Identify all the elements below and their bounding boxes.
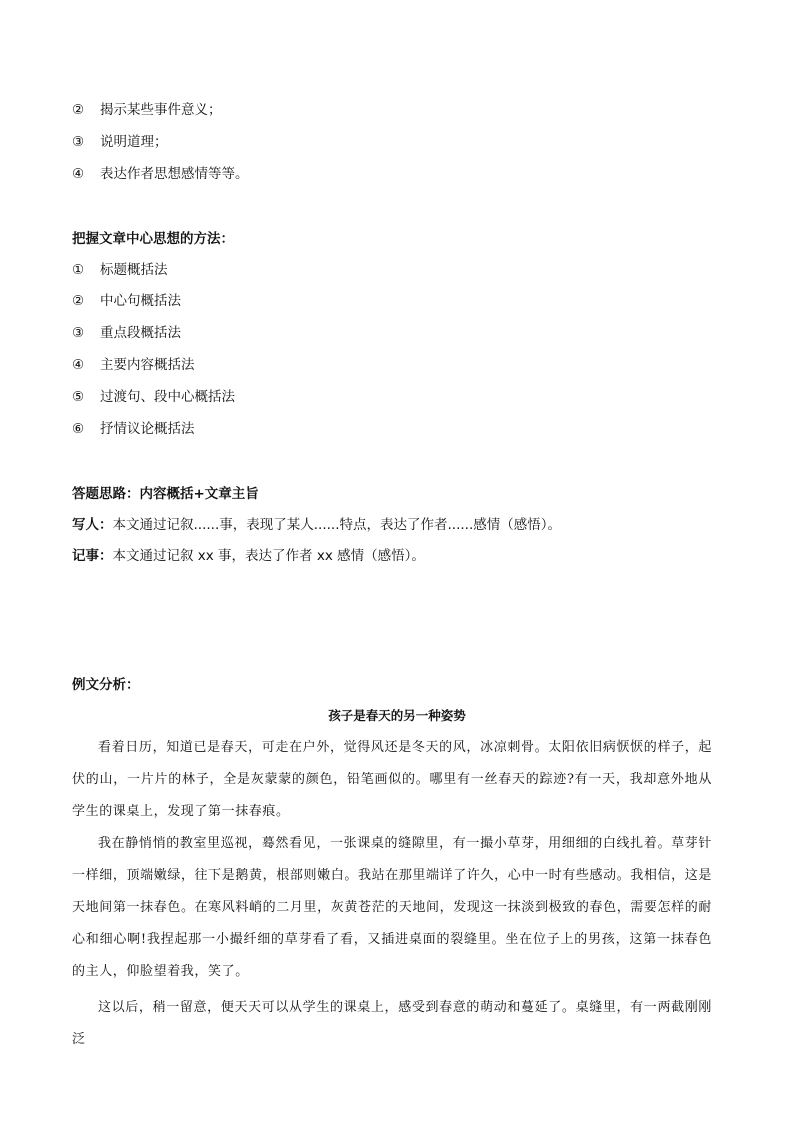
answer-person (72, 516, 561, 534)
article-title: 孩子是春天的另一种姿势 (328, 708, 466, 723)
list-item (72, 292, 181, 310)
list-item-number: ③ (72, 134, 85, 150)
list-item-number: ⑥ (72, 421, 85, 437)
list-item-text: 标题概括法 (100, 262, 168, 278)
list-item-number: ④ (72, 166, 85, 182)
list-item (72, 101, 222, 119)
list-item (72, 165, 249, 183)
list-item-text: 说明道理； (100, 134, 168, 150)
answer-event (72, 547, 425, 565)
list-item-number: ④ (72, 357, 85, 373)
article-paragraph: 这以后，稍一留意，便天天可以从学生的课桌上，感受到春意的萌动和蔓延了。桌缝里，有一两截刚刚泛 (72, 1000, 712, 1047)
article-paragraph: 我在静悄悄的教室里巡视，蓦然看见，一张课桌的缝隙里，有一撮小草芽，用细细的白线扎着。草芽针一样细，顶端嫩绿，往下是鹅黄，根部则嫩白。我站在那里端详了许久，心中一时有些感动。我相信，这是天地间第一抹春色。在寒风料峭的二月里，灰黄苍茫的天地间，发现这一抹淡到极致的春色，需要怎样的耐心和细心啊!我捏起那一小撮纤细的草芽看了看，又插进桌面的裂缝里。坐在位子上的男孩，这第一抹春色的主人，仰脸望着我，笑了。 (72, 836, 712, 979)
list-item-number: ① (72, 262, 85, 278)
list-item-text: 主要内容概括法 (100, 357, 195, 373)
answer-person-label: 写人： (72, 517, 113, 533)
list-item-text: 表达作者思想感情等等。 (100, 166, 249, 182)
list-item-number: ② (72, 293, 85, 309)
list-item-text: 重点段概括法 (100, 325, 181, 341)
example-heading: 例文分析： (72, 677, 140, 693)
list-item-text: 抒情议论概括法 (100, 421, 195, 437)
list-item-number: ② (72, 102, 85, 118)
answer-event-label: 记事： (72, 548, 113, 564)
list-item (72, 324, 181, 342)
list-item-number: ⑤ (72, 389, 85, 405)
list-item (72, 133, 168, 151)
list-item (72, 356, 195, 374)
article-paragraph: 看着日历，知道已是春天，可走在户外，觉得风还是冬天的风，冰凉刺骨。太阳依旧病恹恹的样子，起伏的山，一片片的林子，全是灰蒙蒙的颜色，铅笔画似的。哪里有一丝春天的踪迹?有一天，我却意外地从学生的课桌上，发现了第一抹春痕。 (72, 740, 712, 819)
list-item (72, 420, 195, 438)
list-item-text: 中心句概括法 (100, 293, 181, 309)
list-item (72, 388, 235, 406)
methods-heading: 把握文章中心思想的方法： (72, 231, 234, 247)
list-item-text: 过渡句、段中心概括法 (100, 389, 235, 405)
list-item (72, 261, 168, 279)
answer-person-text: 本文通过记叙......事，表现了某人......特点，表达了作者......感情（感悟）。 (112, 517, 561, 533)
list-item-text: 揭示某些事件意义； (100, 102, 222, 118)
list-item-number: ③ (72, 325, 85, 341)
answer-heading: 答题思路：内容概括+文章主旨 (72, 486, 259, 502)
answer-event-text: 本文通过记叙 xx 事，表达了作者 xx 感情（感悟）。 (112, 548, 425, 564)
